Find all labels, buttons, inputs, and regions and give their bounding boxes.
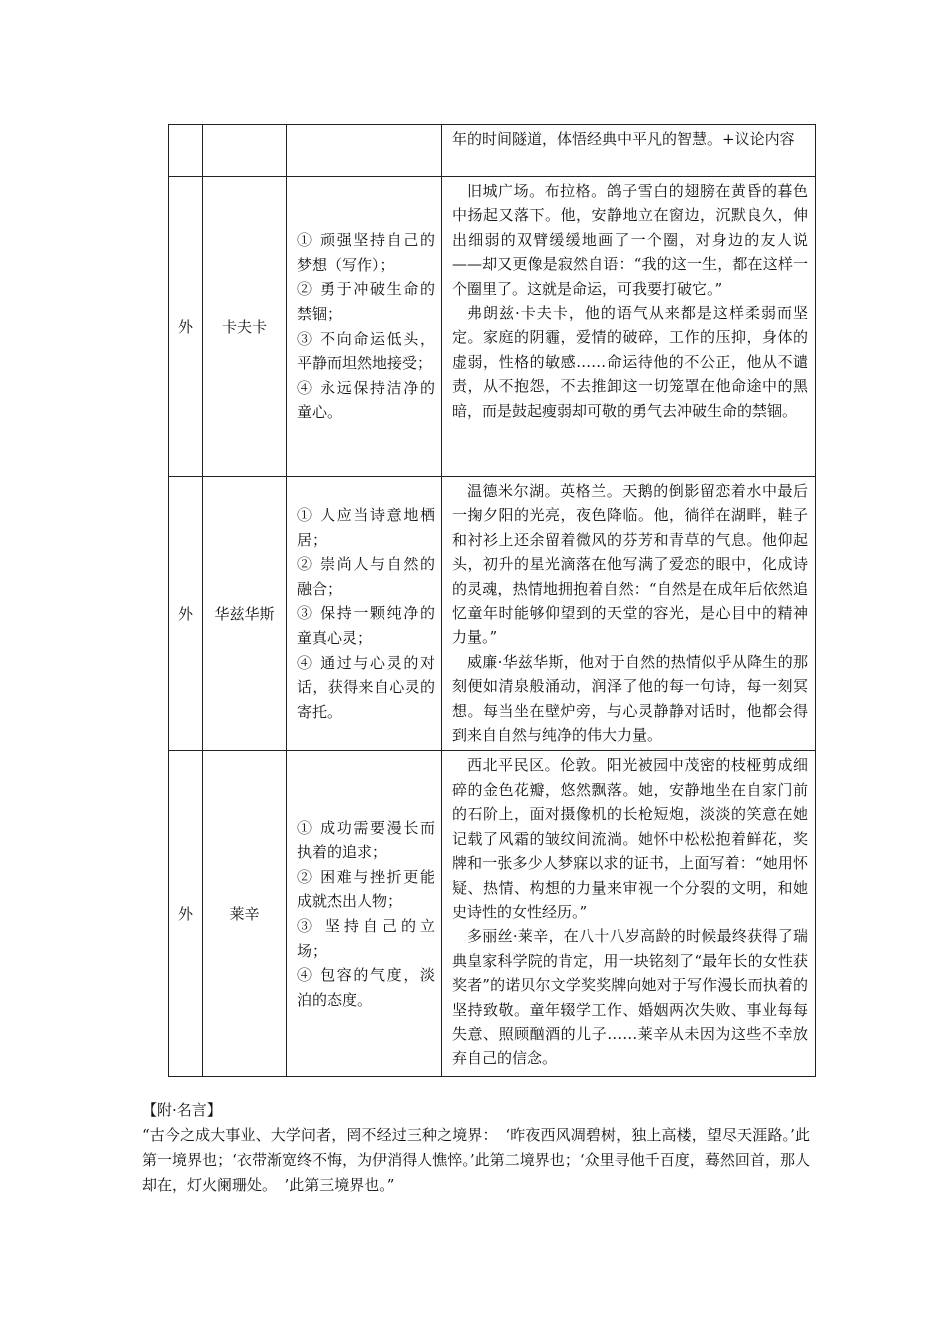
- category-cell: 外: [169, 177, 203, 477]
- paragraph: 温德米尔湖。英格兰。天鹅的倒影留恋着水中最后一掬夕阳的光亮，夜色降临。他，徜徉在湖畔，鞋子和衬衫上还余留着微风的芬芳和青草的气息。他仰起头，初升的星光滴落在他写满了爱恋的眼中，化成诗的灵魂，热情地拥抱着自然：“自然是在成年后依然追忆童年时能够仰望到的天堂的容光，是心目中的精神力量。”: [452, 482, 808, 647]
- points-cell: [287, 125, 442, 177]
- point-item: ③ 保持一颗纯净的童真心灵；: [297, 604, 435, 648]
- point-item: ① 人应当诗意地栖居；: [297, 506, 435, 549]
- point-item: ④ 永远保持洁净的童心。: [297, 378, 435, 422]
- points-cell: [287, 177, 442, 477]
- paragraph: 弗朗兹·卡夫卡，他的语气从来都是这样柔弱而坚定。家庭的阴霾，爱情的破碎，工作的压抑，身体的虚弱，性格的敏感……命运待他的不公正，他从不谴责，从不抱怨，不去推卸这一切笼罩在他命途中的黑暗，而是鼓起瘦弱却可敬的勇气去冲破生命的禁锢。: [452, 304, 808, 420]
- point-item: ② 困难与挫折更能成就杰出人物；: [297, 867, 435, 911]
- point-item: ③ 不向命运低头，平静而坦然地接受；: [297, 329, 435, 373]
- name-cell: 华兹华斯: [203, 477, 287, 751]
- point-item: ① 顽强坚持自己的梦想（写作）；: [297, 231, 435, 274]
- text-cell: [442, 177, 816, 477]
- category-cell: 外: [169, 477, 203, 751]
- paragraph: 年的时间隧道，体悟经典中平凡的智慧。+议论内容: [452, 130, 795, 148]
- text-cell: [442, 751, 816, 1077]
- point-item: ② 勇于冲破生命的禁锢；: [297, 280, 435, 323]
- text-cell: [442, 125, 816, 177]
- paragraph: 西北平民区。伦敦。阳光被园中茂密的枝桠剪成细碎的金色花瓣，悠然飘落。她，安静地坐在自家门前的石阶上，面对摄像机的长枪短炮，淡淡的笑意在她记载了风霜的皱纹间流淌。她怀中松松抱着鲜花，奖牌和一张多少人梦寐以求的证书，上面写着：“她用怀疑、热情、构想的力量来审视一个分裂的文明，和她史诗性的女性经历。”: [452, 756, 808, 921]
- points-cell: [287, 477, 442, 751]
- table-row: [169, 477, 816, 751]
- point-item: ① 成功需要漫长而执着的追求；: [297, 818, 435, 862]
- point-item: ② 崇尚人与自然的融合；: [297, 555, 435, 598]
- appendix-title: 【附·名言】: [142, 1101, 222, 1119]
- text-cell: [442, 477, 816, 751]
- appendix-quote-section: [142, 1098, 810, 1198]
- appendix-quote: “古今之成大事业、大学问者，罔不经过三种之境界： ‘昨夜西风凋碧树，独上高楼，望尽天涯路。’此第一境界也；‘衣带渐宽终不悔，为伊消得人憔悴。’此第二境界也；‘众里寻他千百度，蓦然回首，那人却在，灯火阑珊处。 ’此第三境界也。”: [142, 1126, 810, 1194]
- point-item: ④ 通过与心灵的对话，获得来自心灵的寄托。: [297, 653, 435, 721]
- table-row: [169, 125, 816, 177]
- paragraph: 威廉·华兹华斯，他对于自然的热情似乎从降生的那刻便如清泉般涌动，润泽了他的每一句诗，每一刻冥想。每当坐在壁炉旁，与心灵静静对话时，他都会得到来自自然与纯净的伟大力量。: [452, 652, 808, 745]
- table-row: [169, 177, 816, 477]
- name-cell: 卡夫卡: [203, 177, 287, 477]
- table-row: [169, 751, 816, 1077]
- category-cell: [169, 125, 203, 177]
- point-item: ④ 包容的气度，淡泊的态度。: [297, 966, 435, 1009]
- paragraph: 多丽丝·莱辛，在八十八岁高龄的时候最终获得了瑞典皇家科学院的肯定，用一块铭刻了“最年长的女性获奖者”的诺贝尔文学奖奖牌向她对于写作漫长而执着的坚持致敬。童年辍学工作、婚姻两次失败、事业每每失意、照顾酗酒的儿子……莱辛从未因为这些不幸放弃自己的信念。: [452, 927, 808, 1068]
- name-cell: 莱辛: [203, 751, 287, 1077]
- points-cell: [287, 751, 442, 1077]
- paragraph: 旧城广场。布拉格。鸽子雪白的翅膀在黄昏的暮色中扬起又落下。他，安静地立在窗边，沉默良久，伸出细弱的双臂缓缓地画了一个圈，对身边的友人说——却又更像是寂然自语：“我的这一生，都在这样一个圈里了。这就是命运，可我要打破它。”: [452, 182, 808, 298]
- comparison-table: [168, 124, 816, 1077]
- point-item: ③ 坚持自己的立场；: [297, 916, 435, 960]
- name-cell: [203, 125, 287, 177]
- category-cell: 外: [169, 751, 203, 1077]
